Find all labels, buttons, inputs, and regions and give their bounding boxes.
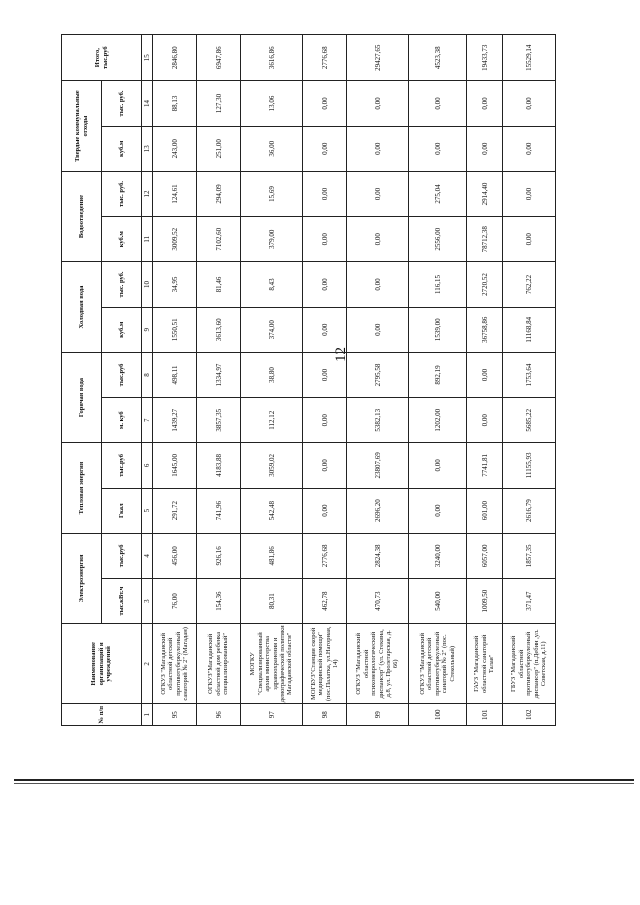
header-cold-water: Холодная вода: [62, 262, 102, 352]
value-cell: 1009,50: [467, 579, 503, 624]
table-row: [303, 35, 347, 726]
column-number: 11: [142, 217, 153, 262]
value-cell: 0,00: [503, 126, 556, 171]
value-cell: 294,09: [197, 171, 241, 216]
value-cell: 892,19: [409, 352, 467, 397]
value-cell: 251,00: [197, 126, 241, 171]
value-cell: 374,00: [241, 307, 303, 352]
value-cell: 2824,38: [347, 533, 409, 578]
column-number: 6: [142, 443, 153, 488]
table-row: [241, 35, 303, 726]
unit-header: тыс.кВт.ч: [102, 579, 142, 624]
value-cell: 0,00: [303, 398, 347, 443]
header-idx: № п/п: [62, 704, 142, 726]
page-number: 12: [333, 347, 349, 362]
value-cell: 0,00: [347, 307, 409, 352]
value-cell: 76,00: [153, 579, 197, 624]
value-cell: 0,00: [347, 217, 409, 262]
column-number: 10: [142, 262, 153, 307]
value-cell: 741,96: [197, 488, 241, 533]
column-number: 13: [142, 126, 153, 171]
value-cell: 6057,00: [467, 533, 503, 578]
value-cell: 2776,68: [303, 533, 347, 578]
column-number: 2: [142, 624, 153, 704]
row-index: 98: [303, 704, 347, 726]
value-cell: 926,16: [197, 533, 241, 578]
row-index: 100: [409, 704, 467, 726]
row-index: 99: [347, 704, 409, 726]
header-electricity: Электроэнергия: [62, 533, 102, 623]
value-cell: 1439,27: [153, 398, 197, 443]
unit-header: Гкал: [102, 488, 142, 533]
value-cell: 3613,60: [197, 307, 241, 352]
value-cell: 1645,00: [153, 443, 197, 488]
value-cell: 116,15: [409, 262, 467, 307]
value-cell: 11155,93: [503, 443, 556, 488]
value-cell: 0,00: [409, 81, 467, 126]
unit-header: м. куб: [102, 398, 142, 443]
column-number: 7: [142, 398, 153, 443]
organization-name: МОГБУЗ"Станция скорой медицинской помощи" (пос.Палатка, ул.Нагорная, 14): [303, 624, 347, 704]
value-cell: 4183,88: [197, 443, 241, 488]
unit-header: куб.м: [102, 307, 142, 352]
value-cell: 0,00: [347, 81, 409, 126]
value-cell: 0,00: [303, 171, 347, 216]
value-cell: 0,00: [467, 81, 503, 126]
value-cell: 1550,51: [153, 307, 197, 352]
value-cell: 11168,84: [503, 307, 556, 352]
value-cell: 0,00: [467, 352, 503, 397]
header-hot-water: Горячая вода: [62, 352, 102, 442]
value-cell: 7102,60: [197, 217, 241, 262]
organization-name: МОГКУ "Специализированный архив министерства здравоохранения и демографической политики Магаданской области": [241, 624, 303, 704]
value-cell: 154,36: [197, 579, 241, 624]
value-cell: 540,00: [409, 579, 467, 624]
unit-header: тыс. руб.: [102, 262, 142, 307]
value-cell: 0,00: [503, 217, 556, 262]
column-number: 3: [142, 579, 153, 624]
value-cell: 470,73: [347, 579, 409, 624]
utilities-table: [61, 34, 556, 726]
value-cell: 0,00: [303, 262, 347, 307]
value-cell: 456,00: [153, 533, 197, 578]
column-number: 5: [142, 488, 153, 533]
value-cell: 38,80: [241, 352, 303, 397]
value-cell: 36,00: [241, 126, 303, 171]
value-cell: 0,00: [409, 126, 467, 171]
table-container: [61, 34, 548, 726]
value-cell: 0,00: [347, 262, 409, 307]
table-row: [467, 35, 503, 726]
value-cell: 34,95: [153, 262, 197, 307]
value-cell: 1539,00: [409, 307, 467, 352]
unit-header: куб.м: [102, 126, 142, 171]
value-cell: 124,61: [153, 171, 197, 216]
value-cell: 275,04: [409, 171, 467, 216]
column-number: 9: [142, 307, 153, 352]
value-cell: 2720,52: [467, 262, 503, 307]
value-cell: 0,00: [303, 443, 347, 488]
value-cell: 0,00: [503, 81, 556, 126]
row-index: 101: [467, 704, 503, 726]
value-cell: 1202,00: [409, 398, 467, 443]
table-row: [503, 35, 556, 726]
value-cell: 15529,14: [503, 35, 556, 81]
value-cell: 243,00: [153, 126, 197, 171]
value-cell: 88,13: [153, 81, 197, 126]
organization-name: ОГКУЗ "Магаданский областной детский противотуберкулезный санаторий № 2" (пос. Стекольный): [409, 624, 467, 704]
unit-header: тыс. руб.: [102, 171, 142, 216]
value-cell: 19433,73: [467, 35, 503, 81]
value-cell: 5685,22: [503, 398, 556, 443]
value-cell: 1334,97: [197, 352, 241, 397]
value-cell: 371,47: [503, 579, 556, 624]
value-cell: 36758,86: [467, 307, 503, 352]
value-cell: 2616,79: [503, 488, 556, 533]
column-number: 4: [142, 533, 153, 578]
value-cell: 498,11: [153, 352, 197, 397]
header-total: Итого, тыс.руб: [62, 35, 142, 81]
column-number: 15: [142, 35, 153, 81]
value-cell: 8,43: [241, 262, 303, 307]
value-cell: 379,00: [241, 217, 303, 262]
organization-name: ГБУЗ "Магаданский областной противотуберкулезный диспансер" (п.Дебин ,ул. Советская, д.11): [503, 624, 556, 704]
value-cell: 23807,69: [347, 443, 409, 488]
table-row: [153, 35, 197, 726]
value-cell: 0,00: [303, 352, 347, 397]
value-cell: 6947,86: [197, 35, 241, 81]
value-cell: 2776,68: [303, 35, 347, 81]
column-number: 8: [142, 352, 153, 397]
header-name: Наименование организаций и учреждений: [62, 624, 142, 704]
value-cell: 13,06: [241, 81, 303, 126]
value-cell: 81,46: [197, 262, 241, 307]
value-cell: 3009,52: [153, 217, 197, 262]
value-cell: 762,22: [503, 262, 556, 307]
organization-name: ОГКУЗ"Магаданский областной дом ребенка специализированный": [197, 624, 241, 704]
unit-header: тыс.руб: [102, 443, 142, 488]
value-cell: 0,00: [409, 488, 467, 533]
value-cell: 3059,02: [241, 443, 303, 488]
value-cell: 3857,35: [197, 398, 241, 443]
value-cell: 2795,58: [347, 352, 409, 397]
value-cell: 481,86: [241, 533, 303, 578]
value-cell: 0,00: [303, 307, 347, 352]
value-cell: 0,00: [347, 171, 409, 216]
value-cell: 601,00: [467, 488, 503, 533]
value-cell: 127,30: [197, 81, 241, 126]
horizontal-rule: [14, 779, 634, 781]
value-cell: 2914,40: [467, 171, 503, 216]
value-cell: 0,00: [347, 126, 409, 171]
column-number: 14: [142, 81, 153, 126]
value-cell: 3240,00: [409, 533, 467, 578]
value-cell: 0,00: [467, 126, 503, 171]
value-cell: 3616,86: [241, 35, 303, 81]
organization-name: ОГКУЗ "Магаданский областной детский противотуберкулезный санаторий № 2" (Магадан): [153, 624, 197, 704]
value-cell: 5382,13: [347, 398, 409, 443]
value-cell: 4523,38: [409, 35, 467, 81]
row-index: 95: [153, 704, 197, 726]
value-cell: 15,69: [241, 171, 303, 216]
value-cell: 2846,80: [153, 35, 197, 81]
horizontal-rule-thin: [14, 783, 634, 784]
table-body: [142, 35, 556, 726]
column-number: 1: [142, 704, 153, 726]
value-cell: 0,00: [409, 443, 467, 488]
value-cell: 462,78: [303, 579, 347, 624]
unit-header: куб.м: [102, 217, 142, 262]
value-cell: 0,00: [303, 81, 347, 126]
value-cell: 0,00: [303, 488, 347, 533]
value-cell: 112,12: [241, 398, 303, 443]
value-cell: 542,48: [241, 488, 303, 533]
value-cell: 0,00: [503, 171, 556, 216]
column-number: 12: [142, 171, 153, 216]
row-index: 102: [503, 704, 556, 726]
header-sewage: Водоотведение: [62, 171, 102, 261]
value-cell: 78712,38: [467, 217, 503, 262]
value-cell: 1857,35: [503, 533, 556, 578]
table-row: [347, 35, 409, 726]
column-number-row: [142, 35, 153, 726]
unit-header: тыс.руб: [102, 533, 142, 578]
header-heat: Тепловая энергия: [62, 443, 102, 533]
unit-header: тыс. руб.: [102, 81, 142, 126]
value-cell: 29427,65: [347, 35, 409, 81]
unit-header: тыс.руб: [102, 352, 142, 397]
organization-name: ГАУЗ "Магаданский областной санаторий Талая": [467, 624, 503, 704]
row-index: 97: [241, 704, 303, 726]
header-solid-waste: Твердые коммунальные отходы: [62, 81, 102, 171]
row-index: 96: [197, 704, 241, 726]
value-cell: 2696,20: [347, 488, 409, 533]
organization-name: ОГКУЗ "Магаданский областной психоневрологический диспансер" (ул. Стекина, д.8, ул. Пролетарская, д. 66): [347, 624, 409, 704]
value-cell: 0,00: [303, 126, 347, 171]
value-cell: 1753,64: [503, 352, 556, 397]
value-cell: 291,72: [153, 488, 197, 533]
table-row: [409, 35, 467, 726]
value-cell: 2556,00: [409, 217, 467, 262]
value-cell: 0,00: [467, 398, 503, 443]
value-cell: 0,00: [303, 217, 347, 262]
value-cell: 80,31: [241, 579, 303, 624]
table-row: [197, 35, 241, 726]
value-cell: 7741,81: [467, 443, 503, 488]
